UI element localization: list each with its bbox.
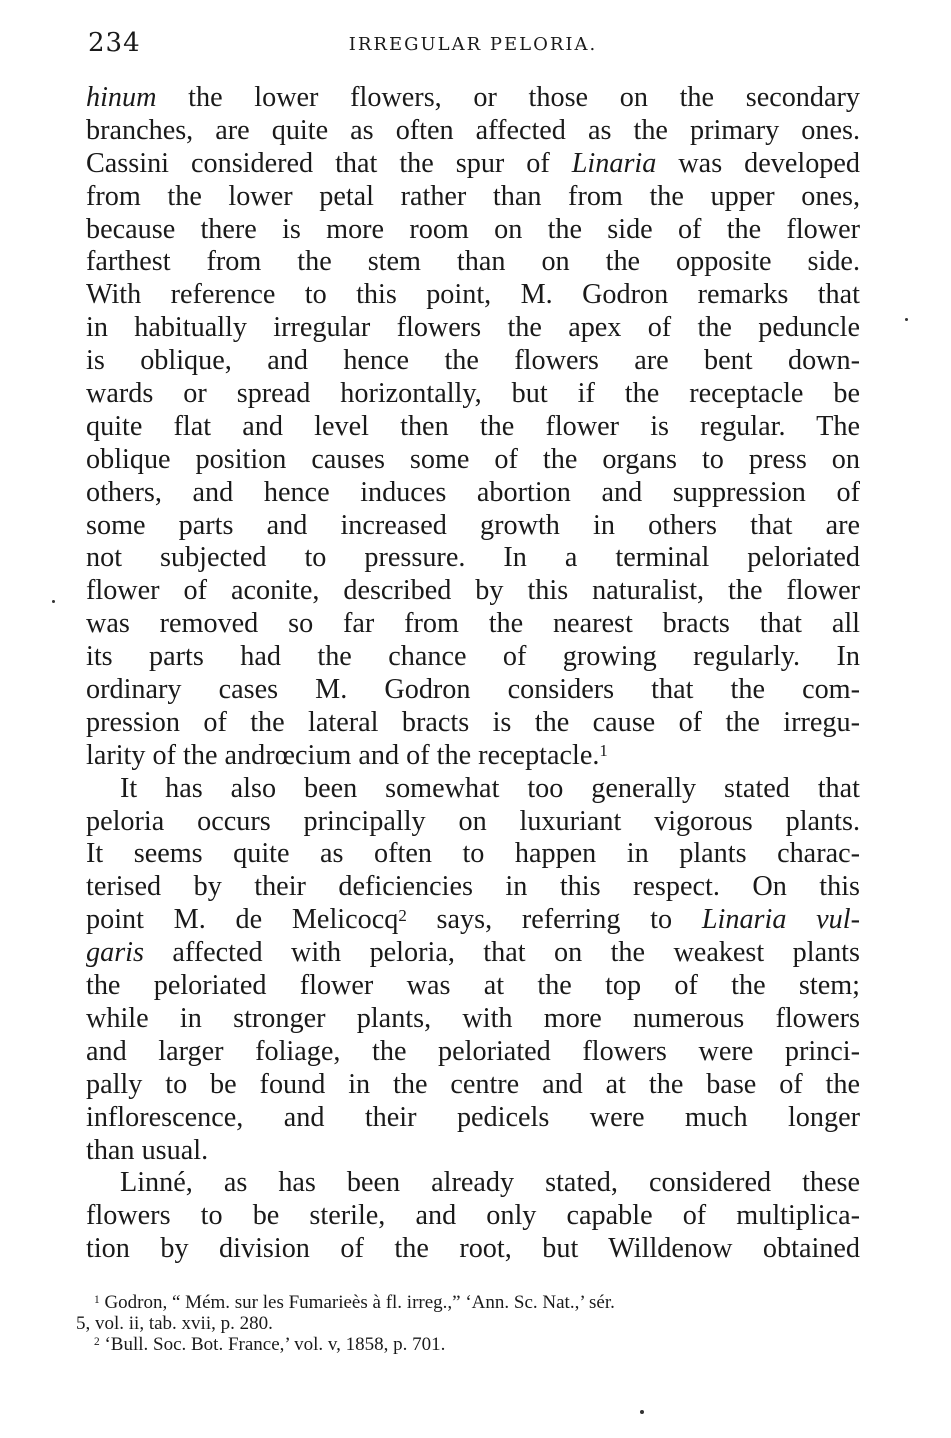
text-line: pally to be found in the centre and at the base of the [86,1068,860,1100]
text-line: because there is more room on the side of the flower [86,213,860,245]
text-line: Linné, as has been already stated, considered these [120,1167,860,1199]
page-number: 234 [88,28,141,58]
text-line: than usual. [86,1134,209,1166]
text-line: farthest from the stem than on the opposite side. [86,246,860,278]
text-line: others, and hence induces abortion and suppression of [86,476,860,508]
footnote-ref-2: 2 [398,905,407,925]
text-line: the peloriated flower was at the top of the stem; [86,970,860,1002]
footnote-1-continued: 5, vol. ii, tab. xvii, p. 280. [76,1313,273,1334]
text-line: some parts and increased growth in others that are [86,509,860,541]
text-line: pression of the lateral bracts is the cause of the irregu- [86,706,860,738]
text-line: hinum the lower flowers, or those on the secondary [86,82,860,113]
text-line: Cassini considered that the spur of Linaria was developed [86,147,860,179]
text-line: point M. de Melicocq$^2$ says, referring to Linaria vul- [86,904,860,936]
text-line: ordinary cases M. Godron considers that the com- [86,674,860,706]
footnote-1: $^1$ Godron, “ Mém. sur les Fumarieès à fl. irreg.,” ‘Ann. Sc. Nat.,’ sér. [94,1292,615,1313]
footnote-ref-1: 1 [599,741,608,761]
text-line: peloria occurs principally on luxuriant vigorous plants. [86,805,860,837]
scan-speck [640,1410,644,1414]
text-line: larity of the andrœcium and of the receptacle.$^1$ [86,739,608,771]
text-line: oblique position causes some of the organs to press on [86,443,860,475]
text-line: branches, are quite as often affected as the primary ones. [86,114,860,146]
text-line: was removed so far from the nearest bracts that all [86,608,860,640]
text-line: It has also been somewhat too generally stated that [120,772,860,804]
running-title: IRREGULAR PELORIA. [348,34,598,55]
text-line: garis affected with peloria, that on the weakest plants [86,937,860,969]
footnote-marker: 2 [94,1335,100,1348]
footnote-2: $^2$ ‘Bull. Soc. Bot. France,’ vol. v, 1858, p. 701. [94,1334,446,1355]
footnote-marker: 1 [94,1293,100,1306]
text-line: is oblique, and hence the flowers are bent down- [86,345,860,377]
scan-speck [52,600,55,603]
text-line: flowers to be sterile, and only capable of multiplica- [86,1200,860,1232]
text-line: wards or spread horizontally, but if the receptacle be [86,378,860,410]
footnotes [76,1292,860,1355]
text-line: terised by their deficiencies in this respect. On this [86,871,860,903]
text-line: while in stronger plants, with more numerous flowers [86,1002,860,1034]
text-line: and larger foliage, the peloriated flowers were princi- [86,1035,860,1067]
text-line: its parts had the chance of growing regularly. In [86,641,860,673]
text-line: flower of aconite, described by this naturalist, the flower [86,575,860,607]
text-line: quite flat and level then the flower is regular. The [86,410,860,442]
text-line: It seems quite as often to happen in plants charac- [86,838,860,870]
page-header [86,28,860,62]
text-line: tion by division of the root, but Willdenow obtained [86,1233,860,1265]
body-text [86,82,860,1266]
text-line: inflorescence, and their pedicels were much longer [86,1101,860,1133]
text-line: in habitually irregular flowers the apex of the peduncle [86,312,860,344]
text-line: With reference to this point, M. Godron remarks that [86,279,860,311]
text-line: from the lower petal rather than from the upper ones, [86,180,860,212]
scan-speck [905,318,908,321]
text-line: not subjected to pressure. In a terminal peloriated [86,542,860,574]
